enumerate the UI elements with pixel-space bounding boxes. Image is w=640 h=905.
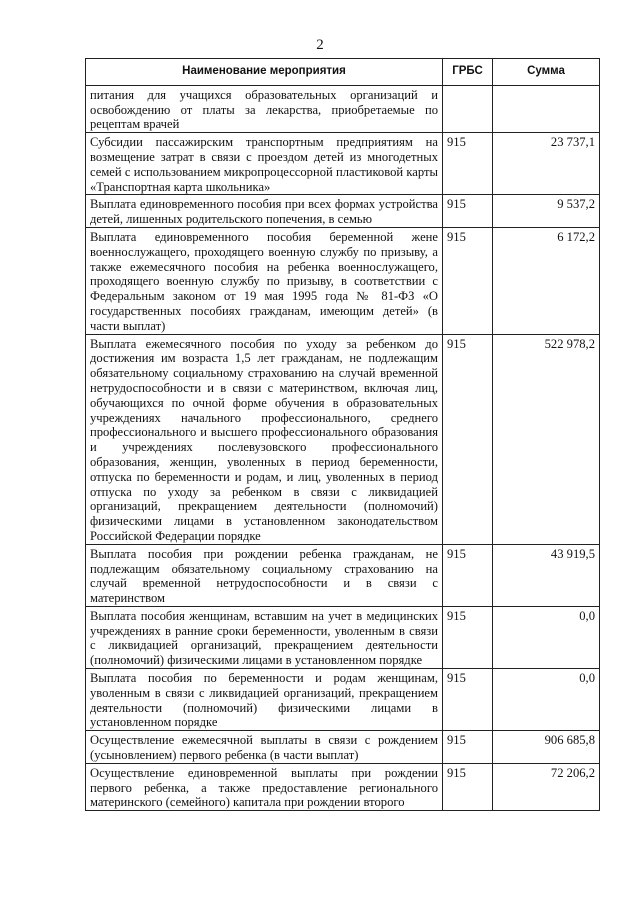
row-grbs: 915 bbox=[443, 195, 493, 228]
header-sum: Сумма bbox=[493, 59, 600, 86]
row-grbs: 915 bbox=[443, 334, 493, 544]
row-name: Осуществление ежемесячной выплаты в связи с рождением (усыновлением) первого ребенка (в части выплат) bbox=[86, 731, 443, 764]
table-row bbox=[86, 544, 600, 606]
table-row bbox=[86, 133, 600, 195]
table-row bbox=[86, 606, 600, 668]
row-sum: 9 537,2 bbox=[493, 195, 600, 228]
row-sum: 43 919,5 bbox=[493, 544, 600, 606]
row-name: Выплата ежемесячного пособия по уходу за ребенком до достижения им возраста 1,5 лет гражданам, не подлежащим обязательному социальному страхованию на случай временной нетрудоспособности и в связи с материнством, включая лиц, обучающихся по очной форме обучения в образовательных учреждениях начального профессионального, среднего профессионального и высшего профессионального образования и учреждениях послевузовского профессионального образования, женщин, уволенных в период беременности, отпуска по беременности и родам, и лиц, уволенных в период отпуска по уходу за ребенком в связи с ликвидацией организаций, прекращением деятельности (полномочий) физическими лицами в установленном законодательством Российской Федерации порядке bbox=[86, 334, 443, 544]
row-name: Субсидии пассажирским транспортным предприятиям на возмещение затрат в связи с проездом детей из многодетных семей с использованием микропроцессорной пластиковой карты «Транспортная карта школьника» bbox=[86, 133, 443, 195]
row-grbs: 915 bbox=[443, 731, 493, 764]
table-row bbox=[86, 334, 600, 544]
row-sum: 72 206,2 bbox=[493, 763, 600, 810]
row-grbs: 915 bbox=[443, 227, 493, 334]
row-grbs: 915 bbox=[443, 763, 493, 810]
row-sum: 522 978,2 bbox=[493, 334, 600, 544]
table-body bbox=[86, 85, 600, 810]
header-name: Наименование мероприятия bbox=[86, 59, 443, 86]
row-name: Выплата пособия при рождении ребенка гражданам, не подлежащим обязательному социальному страхованию на случай временной нетрудоспособности и в связи с материнством bbox=[86, 544, 443, 606]
table-row bbox=[86, 731, 600, 764]
row-grbs: 915 bbox=[443, 606, 493, 668]
row-name: Выплата единовременного пособия при всех формах устройства детей, лишенных родительского попечения, в семью bbox=[86, 195, 443, 228]
row-grbs bbox=[443, 85, 493, 132]
header-row bbox=[86, 59, 600, 86]
row-name: Выплата пособия по беременности и родам женщинам, уволенным в связи с ликвидацией организаций, прекращением деятельности (полномочий) физическими лицами в установленном порядке bbox=[86, 669, 443, 731]
row-grbs: 915 bbox=[443, 544, 493, 606]
page-number: 2 bbox=[316, 37, 324, 53]
table-row bbox=[86, 669, 600, 731]
row-sum: 0,0 bbox=[493, 606, 600, 668]
row-name: питания для учащихся образовательных организаций и освобождению от платы за лекарства, приобретаемые по рецептам врачей bbox=[86, 85, 443, 132]
row-grbs: 915 bbox=[443, 133, 493, 195]
table-row bbox=[86, 763, 600, 810]
table-header bbox=[86, 59, 600, 86]
measures-table bbox=[85, 58, 600, 811]
row-sum: 23 737,1 bbox=[493, 133, 600, 195]
row-sum: 6 172,2 bbox=[493, 227, 600, 334]
row-name: Выплата единовременного пособия беременной жене военнослужащего, проходящего военную службу по призыву, а также ежемесячного пособия на ребенка военнослужащего, проходящего военную службу по призыву, в соответствии с Федеральным законом от 19 мая 1995 года № 81-ФЗ «О государственных пособиях гражданам, имеющим детей» (в части выплат) bbox=[86, 227, 443, 334]
header-grbs: ГРБС bbox=[443, 59, 493, 86]
row-sum: 0,0 bbox=[493, 669, 600, 731]
row-grbs: 915 bbox=[443, 669, 493, 731]
table-row bbox=[86, 227, 600, 334]
row-name: Осуществление единовременной выплаты при рождении первого ребенка, а также предоставление регионального материнского (семейного) капитала при рождении второго bbox=[86, 763, 443, 810]
row-sum: 906 685,8 bbox=[493, 731, 600, 764]
table-row bbox=[86, 195, 600, 228]
table-row bbox=[86, 85, 600, 132]
row-sum bbox=[493, 85, 600, 132]
row-name: Выплата пособия женщинам, вставшим на учет в медицинских учреждениях в ранние сроки беременности, уволенным в связи с ликвидацией организаций, прекращением деятельности (полномочий) физическими лицами в установленном порядке bbox=[86, 606, 443, 668]
